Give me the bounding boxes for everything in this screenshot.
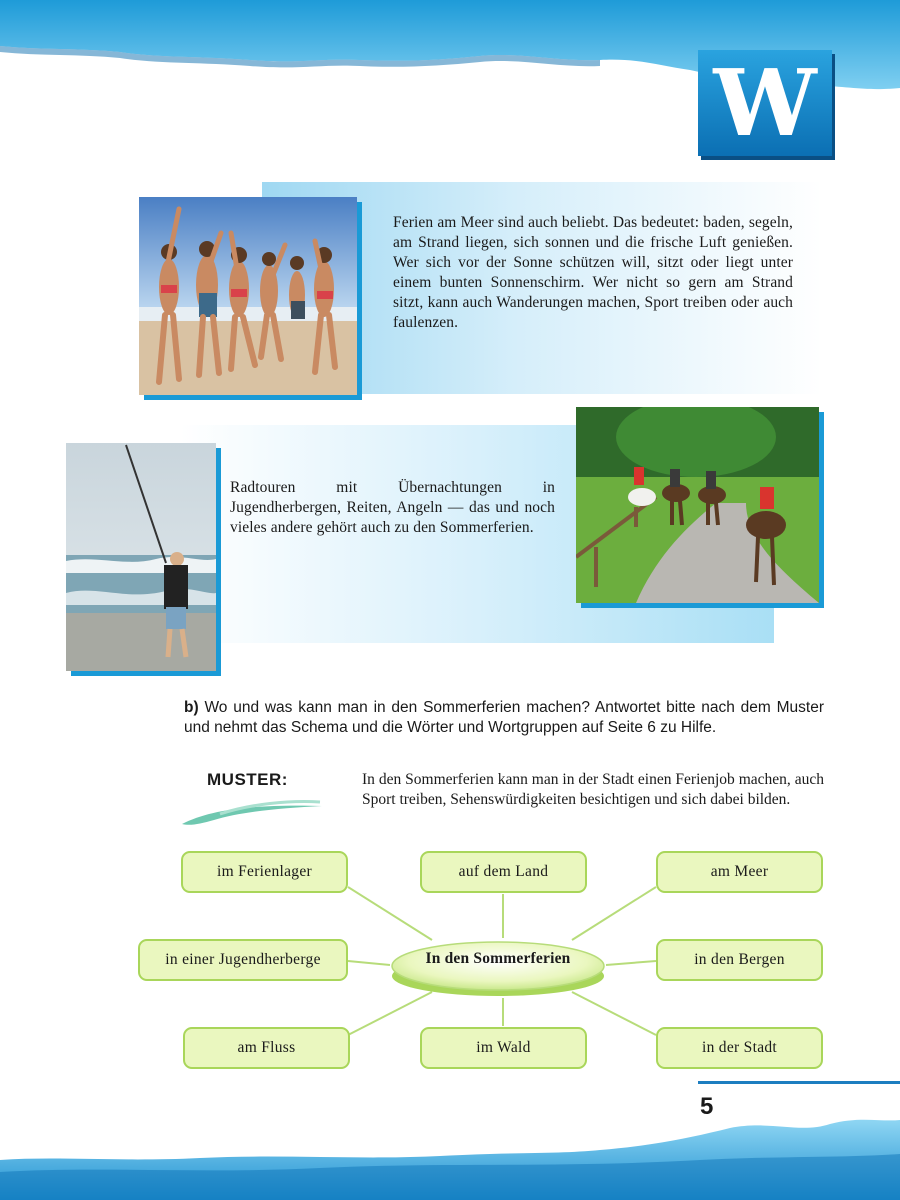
node-bergen: in den Bergen (656, 939, 823, 981)
node-stadt: in der Stadt (656, 1027, 823, 1069)
page-number-rule (698, 1081, 900, 1084)
node-wald: im Wald (420, 1027, 587, 1069)
beach-paragraph: Ferien am Meer sind auch beliebt. Das bedeutet: baden, segeln, am Strand liegen, sich sonnen und die frische Luft genießen. Wer sich vor der Sonne schützen will, sitzt oder liegt unter einem bunten Sonnenschirm. Wer nicht so gern am Strand sitzt, kann auch Wanderungen machen, Sport treiben oder auch faulenzen. (393, 214, 793, 331)
fishing-photo (66, 443, 216, 671)
center-label: In den Sommerferien (425, 950, 571, 967)
brush-swoosh-icon (180, 796, 325, 828)
horse-riding-photo (576, 407, 819, 603)
bottom-wave-banner (0, 1110, 900, 1200)
chapter-letter: W (713, 49, 817, 157)
page-number: 5 (700, 1093, 714, 1120)
task-text: Wo und was kann man in den Sommerferien machen? Antwortet bitte nach dem Muster und nehmt das Schema und die Wörter und Wortgruppen auf Seite 6 zu Hilfe. (184, 699, 824, 736)
node-ferienlager: im Ferienlager (181, 851, 348, 893)
center-ellipse (388, 938, 608, 998)
muster-label: MUSTER: (207, 770, 288, 789)
beach-party-photo (139, 197, 357, 395)
task-marker: b) (184, 699, 199, 716)
node-meer: am Meer (656, 851, 823, 893)
chapter-letter-badge (698, 50, 832, 156)
node-fluss: am Fluss (183, 1027, 350, 1069)
tours-paragraph: Radtouren mit Übernachtungen in Jugendherbergen, Reiten, Angeln — das und noch vieles andere gehört auch zu den Sommerferien. (230, 479, 555, 536)
node-land: auf dem Land (420, 851, 587, 893)
muster-text: In den Sommerferien kann man in der Stadt einen Ferienjob machen, auch Sport treiben, Sehenswürdigkeiten besichtigen und sich dabei bilden. (362, 771, 824, 808)
node-jugendherberge: in einer Jugendherberge (138, 939, 348, 981)
task-b (184, 698, 824, 738)
